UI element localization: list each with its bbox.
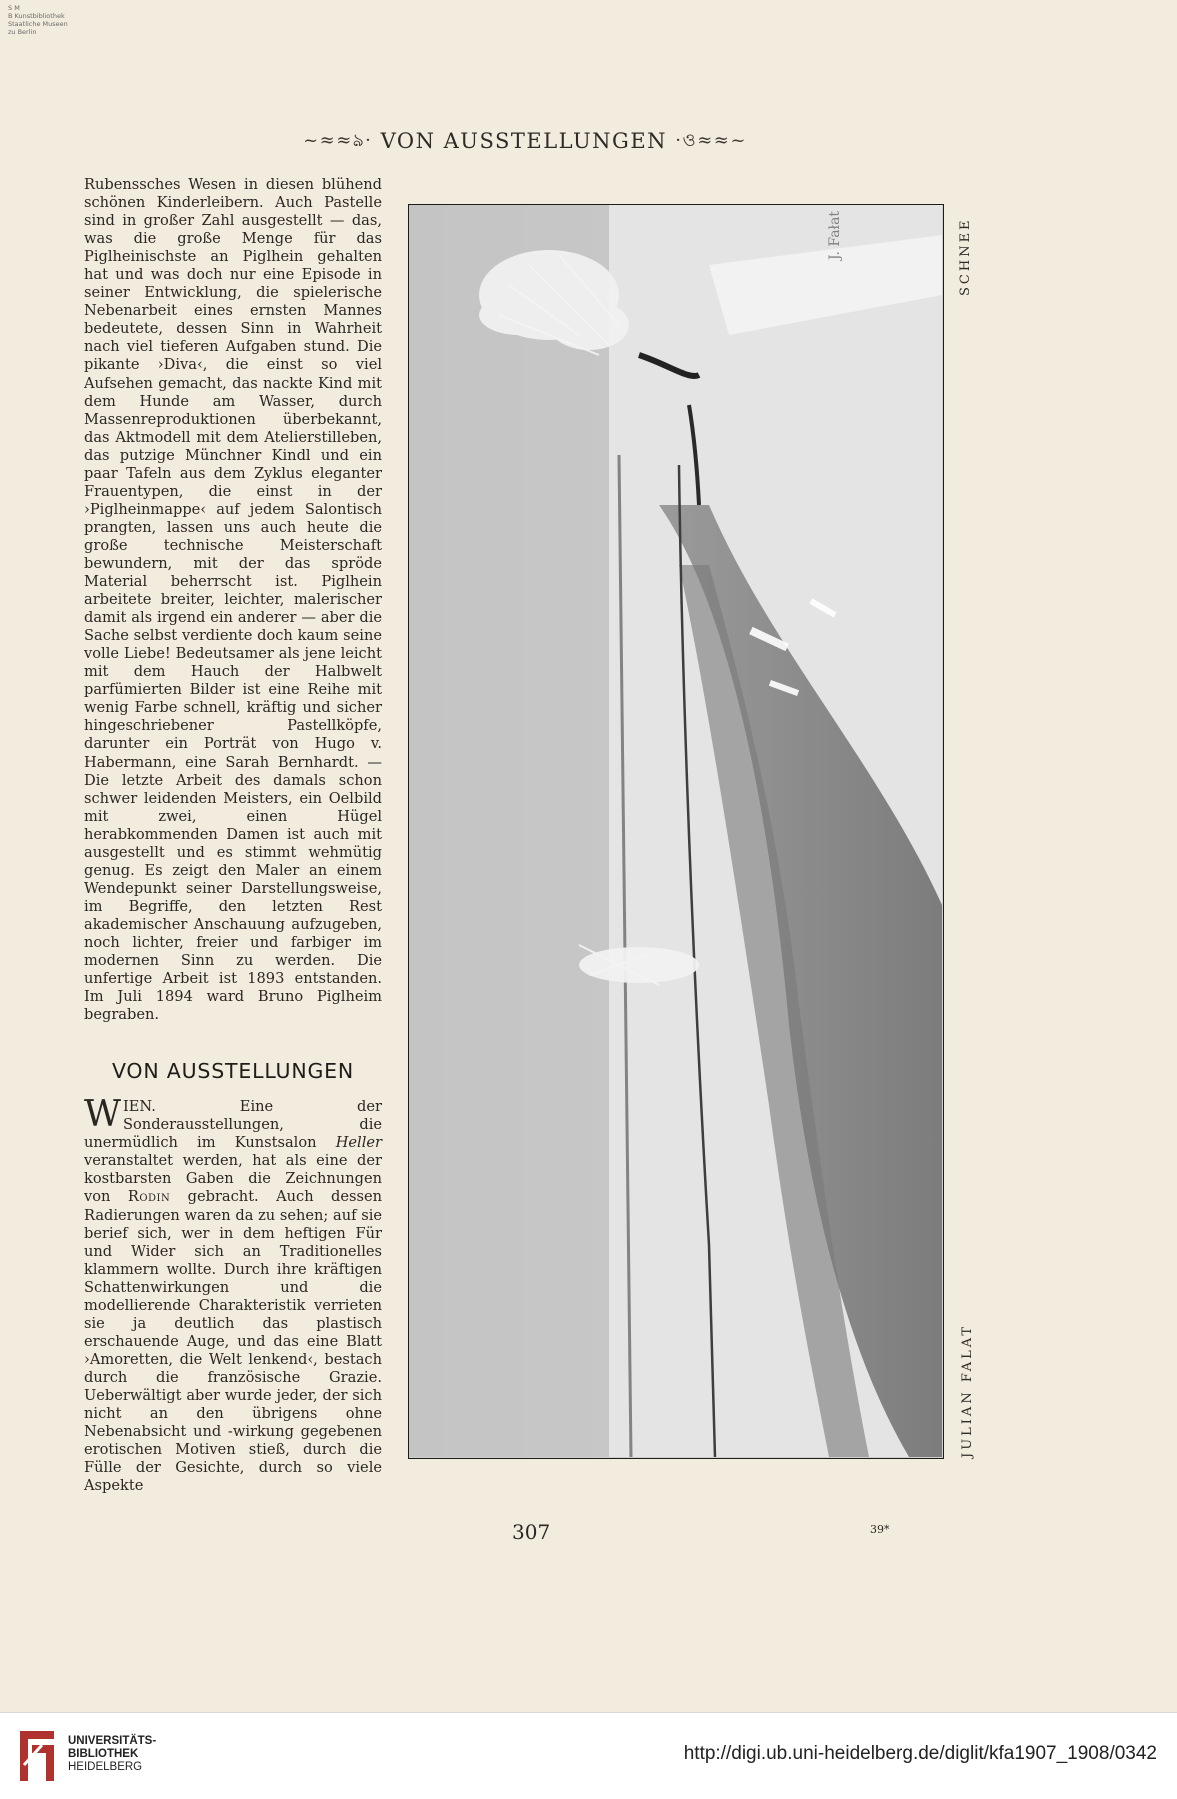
running-head xyxy=(0,126,1050,157)
stamp-line: Staatliche Museen xyxy=(8,20,68,28)
library-stamp xyxy=(8,4,88,36)
text-column xyxy=(84,176,382,1495)
section-heading: VON AUSSTELLUNGEN xyxy=(111,1059,355,1084)
stamp-line: zu Berlin xyxy=(8,28,37,36)
ornament-left: ~≈≈ঌ· xyxy=(303,130,373,151)
ornament-right: ·ও≈≈~ xyxy=(675,130,747,151)
logo-line-2: BIBLIOTHEK xyxy=(68,1748,139,1760)
paragraph-piglhein: Rubenssches Wesen in diesen blühend schönen Kinderleibern. Auch Pastelle sind in großer Zahl ausgestellt — das, was die große Menge für das Piglheinischste an Piglhein gehalten hat und was doch nur eine Episode in seiner Entwicklung, die spielerische Nebenarbeit eines ernsten Mannes bedeutete, dessen Sinn in Wahrheit nach viel tieferen Aufgaben stund. Die pikante ›Diva‹, die einst so viel Aufsehen gemacht, das nackte Kind mit dem Hunde am Wasser, durch Massenreproduktionen überbekannt, das Aktmodell mit dem Atelierstilleben, das putzige Münchner Kindl und ein paar Tafeln aus dem Zyklus eleganter Frauentypen, die einst in der ›Piglheinmappe‹ auf jedem Salontisch prangten, lassen uns auch heute die große technische Meisterschaft bewundern, mit der das spröde Material beherrscht ist. Piglhein arbeitete breiter, leichter, malerischer damit als irgend ein anderer — aber die Sache selbst verdiente doch kaum seine volle Liebe! Bedeutsamer als jene leicht mit dem Hauch der Halbwelt parfümierten Bilder ist eine Reihe mit wenig Farbe schnell, kräftig und sicher hingeschriebener Pastellköpfe, darunter ein Porträt von Hugo v. Habermann, eine Sarah Bernhardt. — Die letzte Arbeit des damals schon schwer leidenden Meisters, ein Oelbild mit zwei, einen Hügel herabkommenden Damen ist auch mit ausgestellt und es stimmt wehmütig genug. Es zeigt den Maler an einem Wendepunkt seiner Darstellungsweise, im Begriffe, den letzten Rest akademischer Anschauung aufzugeben, noch lichter, freier und farbiger im modernen Sinn zu werden. Die unfertige Arbeit ist 1893 entstanden. Im Juli 1894 ward Bruno Piglheim begraben. xyxy=(84,176,382,1024)
wien-text-1: IEN. Eine der Sonderausstellungen, die unermüdlich im Kunstsalon xyxy=(84,1098,382,1152)
plate-caption-title: SCHNEE xyxy=(958,217,973,296)
sheet-signature-mark: 39* xyxy=(870,1523,890,1536)
permalink-url[interactable]: http://digi.ub.uni-heidelberg.de/diglit/kfa1907_1908/0342 xyxy=(683,1743,1157,1764)
paragraph-wien xyxy=(84,1094,382,1495)
plate-caption-artist: JULIAN FALAT xyxy=(960,1323,975,1458)
page-number: 307 xyxy=(512,1520,551,1544)
wien-text-3: gebracht. Auch dessen Radierungen waren da zu sehen; auf sie berief sich, wer in dem heftigen Für und Wider sich an Traditionelles klammern wollte. Durch ihre kräftigen Schattenwirkungen und die modellierende Charakteristik verrieten sie ja deutlich das plastisch erschauende Auge, und das eine Blatt ›Amoretten, die Welt lenkend‹, bestach durch die französische Grazie. Ueberwältigt aber wurde jeder, der sich nicht an den übrigens ohne Nebenabsicht und -wirkung gegebenen erotischen Motiven stieß, durch die Fülle der Gesichte, durch so viele Aspekte xyxy=(84,1188,382,1495)
digitization-footer xyxy=(0,1712,1177,1799)
logo-line-3: HEIDELBERG xyxy=(68,1761,143,1773)
painting-snow-landscape xyxy=(409,205,942,1457)
logo-line-1: UNIVERSITÄTS- xyxy=(68,1735,157,1747)
painting-signature: J. Fałat xyxy=(827,210,843,260)
running-head-title: VON AUSSTELLUNGEN xyxy=(380,129,668,153)
wien-heller: Heller xyxy=(335,1134,382,1152)
stamp-line: B Kunstbibliothek xyxy=(8,12,65,20)
painting-plate xyxy=(408,204,944,1459)
stamp-line: S M xyxy=(8,4,20,12)
wien-text-2: veranstaltet werden, hat als eine der kostbarsten Gaben die Zeichnungen von xyxy=(84,1152,382,1206)
drop-cap: W xyxy=(84,1094,122,1136)
ub-heidelberg-logo-icon[interactable] xyxy=(14,1725,62,1787)
wien-rodin: Rodin xyxy=(127,1188,171,1206)
ub-heidelberg-logo-text[interactable] xyxy=(68,1735,156,1774)
